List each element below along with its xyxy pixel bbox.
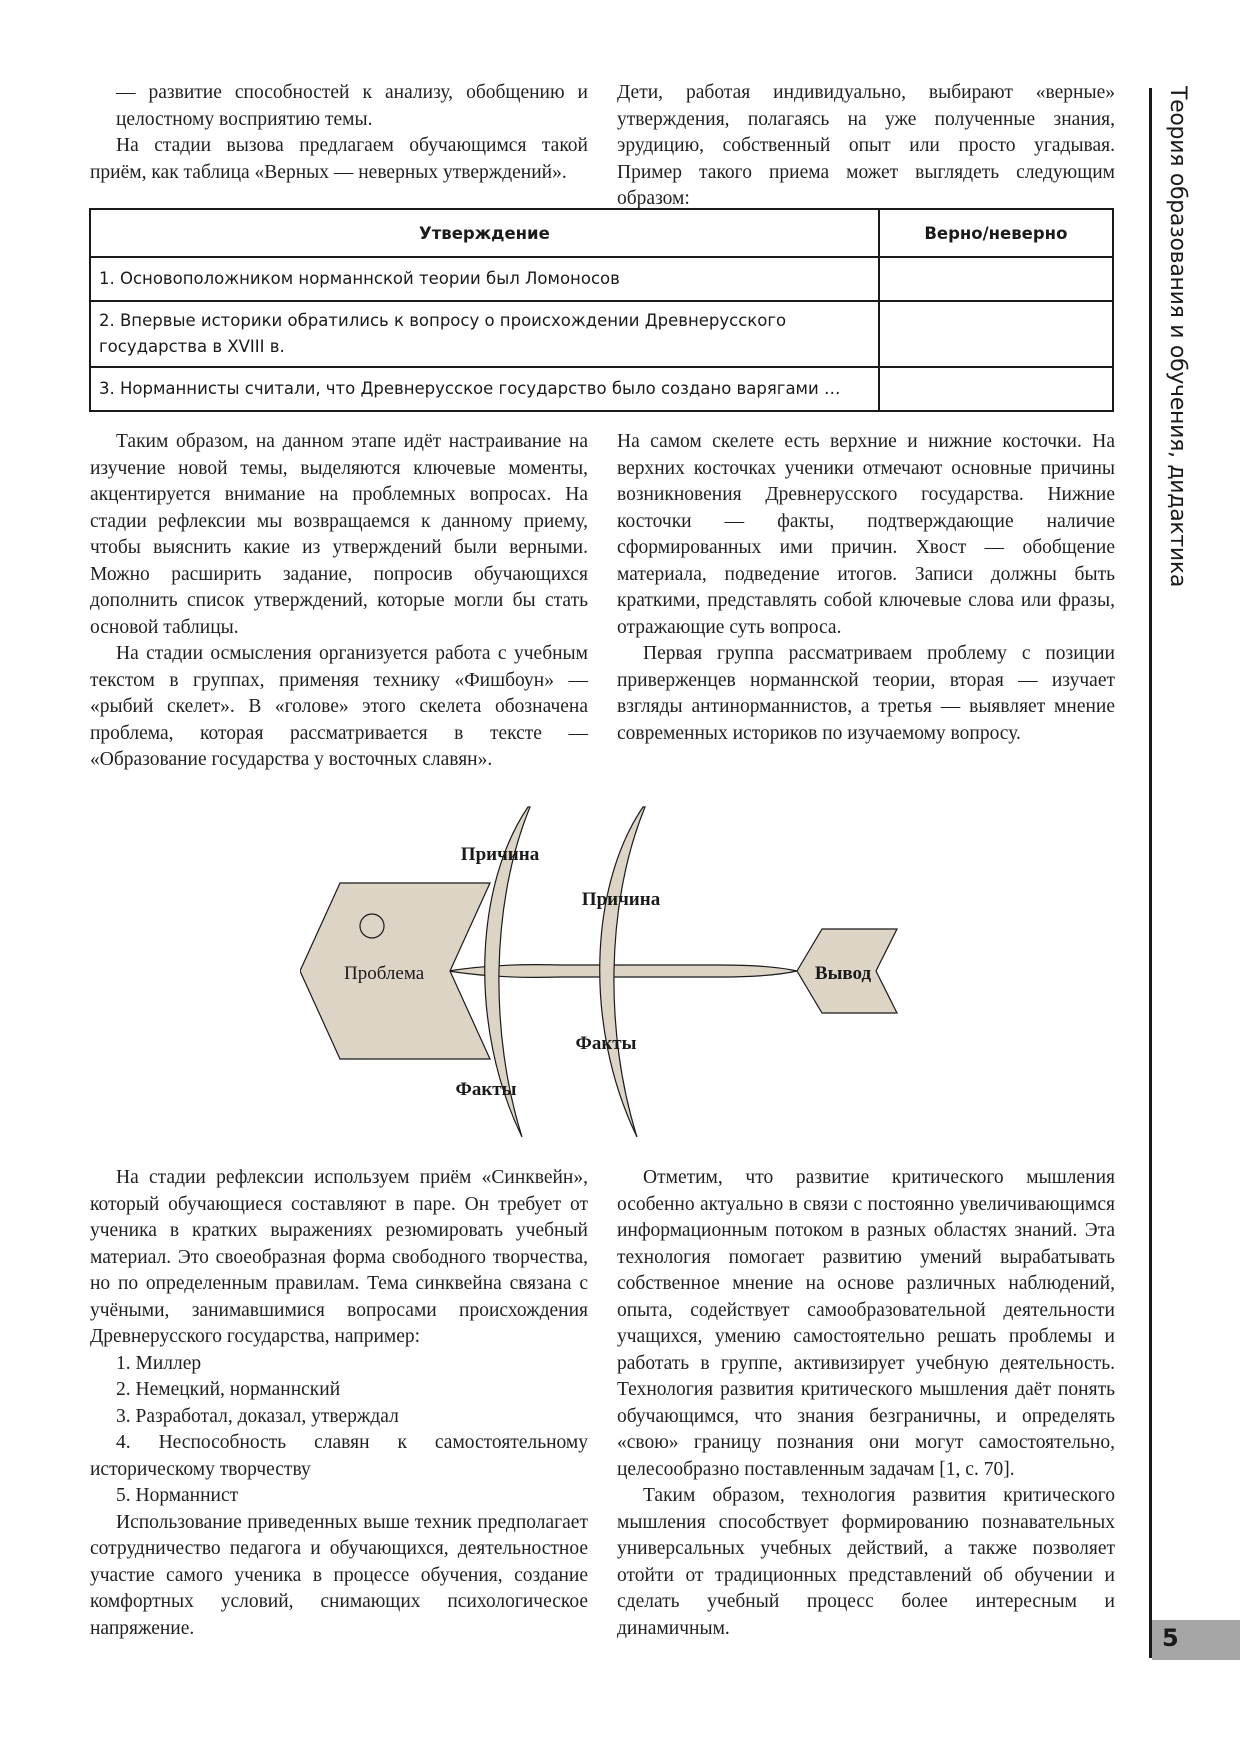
spine: [448, 965, 797, 978]
page-number-box: [1152, 1620, 1240, 1660]
statement-cell: 2. Впервые историки обратились к вопросу о происхождении Древнерусского государства в XVIII в.: [90, 301, 879, 367]
column-header-true-false: Верно/неверно: [879, 209, 1113, 257]
paragraph: Первая группа рассматриваем проблему с позиции приверженцев норманнской теории, вторая — изучает взгляды антинорманнистов, а третья — выявляет мнение современных историков по изучаемому вопросу.: [617, 643, 1115, 744]
text-column-top-right: [617, 80, 1115, 213]
fishbone-spine: [448, 965, 797, 978]
text-column-bottom-left: [90, 1165, 588, 1642]
paragraph: — развитие способностей к анализу, обобщению и целостному восприятию темы.: [116, 82, 588, 130]
column-header-statement: Утверждение: [90, 209, 879, 257]
text-column-top-left: [90, 80, 588, 186]
running-header: [1160, 86, 1200, 588]
list-item: 4. Неспособность славян к самостоятельному историческому творчеству: [90, 1432, 588, 1480]
paragraph: На самом скелете есть верхние и нижние косточки. На верхних косточках ученики отмечают основные причины возникновения Древнерусского государства. Нижние косточки — факты, подтверждающие наличие сформированных ими причин. Хвост — обобщение материала, подведение итогов. Записи должны быть краткими, представлять собой ключевые слова или фразы, отражающие суть вопроса.: [617, 431, 1115, 638]
true-false-table: [89, 208, 1114, 412]
statement-cell: 1. Основоположником норманнской теории был Ломоносов: [90, 257, 879, 301]
text-column-bottom-right: [617, 1165, 1115, 1642]
table-row: [90, 257, 1113, 301]
paragraph: На стадии рефлексии используем приём «Синквейн», который обучающиеся составляют в паре. Он требует от ученика в кратких выражениях резюмировать учебный материал. Это своеобразная форма свободного творчества, но по определенным правилам. Тема синквейна связана с учёными, занимавшимися вопросами происхождения Древнерусского государства, например:: [90, 1167, 588, 1347]
paragraph: Использование приведенных выше техник предполагает сотрудничество педагога и обучающихся, деятельностное участие самого ученика в процессе обучения, создание комфортных условий, снимающих психологическое напряжение.: [90, 1511, 588, 1639]
list-item: 3. Разработал, доказал, утверждал: [116, 1405, 399, 1427]
paragraph: Таким образом, технология развития критического мышления способствует формированию познавательных универсальных учебных действий, а также позволяет отойти от традиционных представлений об обучении и сделать учебный процесс более интересным и динамичным.: [617, 1485, 1115, 1639]
text-column-middle-left: [90, 429, 588, 774]
list-item: 5. Норманнист: [116, 1485, 239, 1506]
problem-label: Проблема: [344, 963, 425, 984]
page-number: 5: [1162, 1624, 1179, 1652]
list-item: 2. Немецкий, норманнский: [116, 1379, 341, 1400]
facts-label-1: Факты: [455, 1079, 517, 1100]
list-item: 1. Миллер: [116, 1352, 202, 1374]
running-header-text: Теория образования и обучения, дидактика: [1165, 86, 1190, 588]
statement-cell: 3. Норманнисты считали, что Древнерусское государство было создано варягами …: [90, 367, 879, 411]
side-rule: [1149, 88, 1152, 1658]
facts-label-2: Факты: [575, 1033, 637, 1054]
cause-label-2: Причина: [581, 889, 661, 910]
table-row: [90, 367, 1113, 411]
conclusion-label: Вывод: [814, 963, 872, 984]
answer-cell: [879, 257, 1113, 301]
paragraph: Дети, работая индивидуально, выбирают «верные» утверждения, полагаясь на уже полученные знания, эрудицию, собственный опыт или просто угадывая. Пример такого приема может выглядеть следующим образом:: [617, 82, 1115, 209]
paragraph: Таким образом, на данном этапе идёт настраивание на изучение новой темы, выделяются ключевые моменты, акцентируется внимание на проблемных вопросах. На стадии рефлексии мы возвращаемся к данному приему, чтобы выяснить какие из утверждений были верными. Можно расширить задание, попросив обучающихся дополнить список утверждений, которые могли бы стать основой таблицы.: [90, 431, 588, 638]
answer-cell: [879, 301, 1113, 367]
cause-label-1: Причина: [460, 844, 540, 865]
paragraph: На стадии осмысления организуется работа с учебным текстом в группах, применяя технику «Фишбоун» — «рыбий скелет». В «голове» этого скелета обозначена проблема, которая рассматривается в тексте — «Образование государства у восточных славян».: [90, 643, 588, 770]
paragraph: На стадии вызова предлагаем обучающимся такой приём, как таблица «Верных — неверных утверждений».: [90, 135, 588, 183]
fishbone-diagram: [300, 795, 900, 1155]
paragraph: Отметим, что развитие критического мышления особенно актуально в связи с постоянно увеличивающимся информационным потоком в разных областях знаний. Эта технология помогает развитию умений вырабатывать собственное мнение на основе различных наблюдений, опыта, содействует самообразовательной деятельности учащихся, умению самостоятельно решать проблемы и работать в группе, активизирует учебную деятельность. Технология развития критического мышления даёт понять обучающимся, что знания безграничны, и определять «свою» границу познания они могут самостоятельно, целесообразно поставленным задачам [1, с. 70].: [617, 1167, 1115, 1480]
text-column-middle-right: [617, 429, 1115, 747]
answer-cell: [879, 367, 1113, 411]
table-row: [90, 301, 1113, 367]
table-header-row: [90, 209, 1113, 257]
